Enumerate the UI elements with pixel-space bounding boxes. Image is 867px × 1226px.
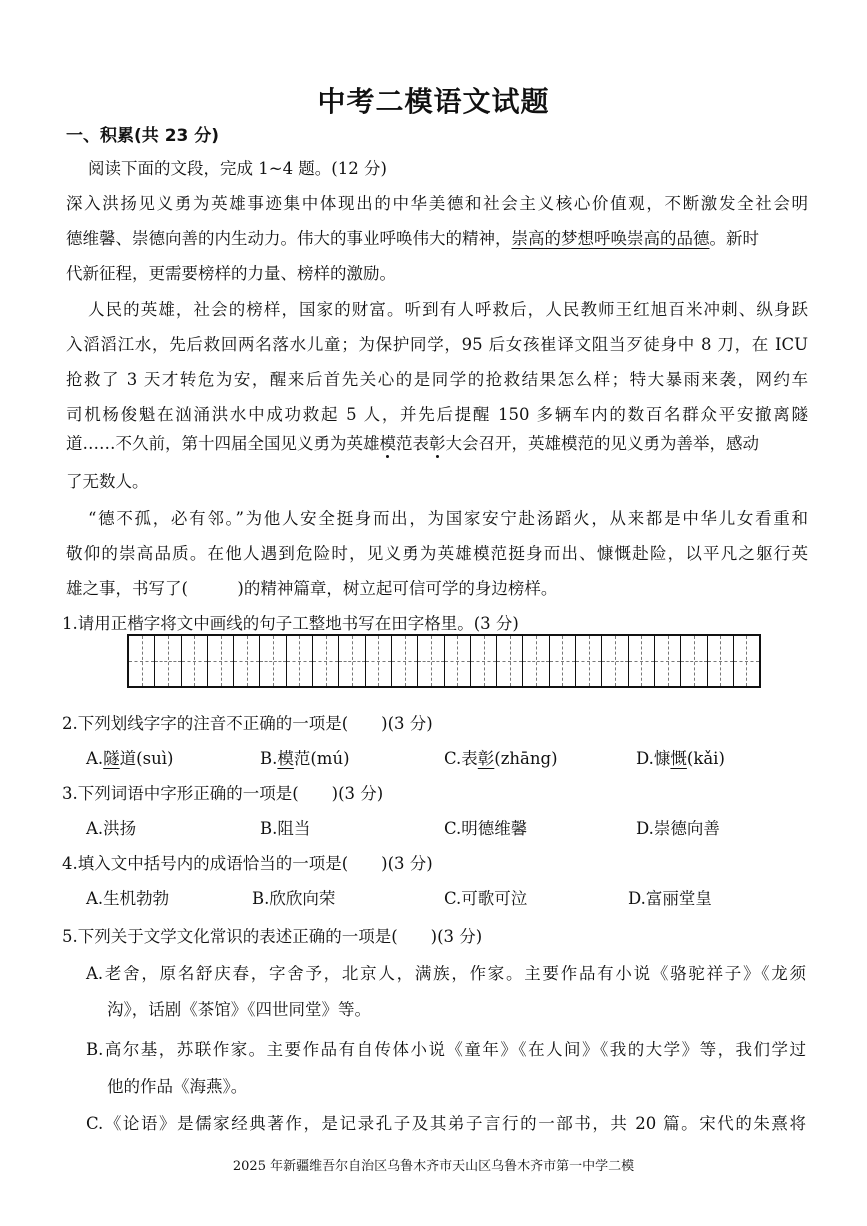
grid-cell[interactable] [182,636,208,686]
section-heading: 一、积累(共 23 分) [66,126,220,146]
q4-option-a[interactable]: A.生机勃勃 [86,889,170,908]
passage-p2-line4: 司机杨俊魁在汹涌洪水中成功救起 5 人，并先后提醒 150 多辆车内的数百名群众平安撤离隧 [66,405,808,424]
passage-p2-line3: 抢救了 3 天才转危为安，醒来后首先关心的是同学的抢救结果怎么样；特大暴雨来袭，网约车 [66,370,808,389]
grid-cell[interactable] [287,636,313,686]
reading-instruction: 阅读下面的文段，完成 1~4 题。(12 分) [88,159,387,178]
q2-option-c[interactable]: C.表彰(zhāng) [444,749,558,768]
grid-cell[interactable] [471,636,497,686]
passage-p3-line2: 敬仰的崇高品质。在他人遇到危险时，见义勇为英雄模范挺身而出、慷慨赴险，以平凡之躯行英 [66,544,808,563]
passage-p2-line6: 了无数人。 [66,472,149,491]
grid-cell[interactable] [523,636,549,686]
question-4: 4.填入文中括号内的成语恰当的一项是( )(3 分) [62,854,433,873]
q2-option-a[interactable]: A.隧道(suì) [86,749,174,768]
exam-title: 中考二模语文试题 [317,85,550,118]
grid-cell[interactable] [708,636,734,686]
q3-option-a[interactable]: A.洪扬 [86,819,137,838]
grid-cell[interactable] [260,636,286,686]
passage-p1-line2: 德维馨、崇德向善的内生动力。伟大的事业呼唤伟大的精神，崇高的梦想呼唤崇高的品德。新时 [66,229,759,248]
passage-p2-line1: 人民的英雄，社会的榜样，国家的财富。听到有人呼救后，人民教师王红旭百米冲刺、纵身跃 [88,300,808,319]
dotted-char: 彰 [429,434,446,453]
q3-option-b[interactable]: B.阻当 [260,819,311,838]
q5-option-b-line2: 他的作品《海燕》。 [107,1077,248,1096]
q5-option-a-line1[interactable]: A.老舍，原名舒庆春，字舍予，北京人，满族，作家。主要作品有小说《骆驼祥子》《龙须 [86,964,806,983]
grid-cell[interactable] [339,636,365,686]
grid-cell[interactable] [497,636,523,686]
passage-p3-line1: “德不孤，必有邻。”为他人安全挺身而出，为国家安宁赴汤蹈火，从来都是中华儿女看重和 [88,509,808,528]
grid-cell[interactable] [392,636,418,686]
passage-p2-line5: 道……不久前，第十四届全国见义勇为英雄模范表彰大会召开，英雄模范的见义勇为善举，感动 [66,434,759,453]
grid-cell[interactable] [681,636,707,686]
grid-cell[interactable] [629,636,655,686]
q5-option-a-line2: 沟》，话剧《茶馆》《四世同堂》等。 [107,1000,371,1019]
underlined-sentence: 崇高的梦想呼唤崇高的品德 [511,229,710,248]
grid-cell[interactable] [550,636,576,686]
grid-cell[interactable] [445,636,471,686]
q4-option-d[interactable]: D.富丽堂皇 [628,889,712,908]
question-1: 1.请用正楷字将文中画线的句子工整地书写在田字格里。(3 分) [62,614,519,633]
grid-cell[interactable] [208,636,234,686]
grid-cell[interactable] [313,636,339,686]
q5-option-c-line1[interactable]: C.《论语》是儒家经典著作，是记录孔子及其弟子言行的一部书，共 20 篇。宋代的朱熹将 [86,1114,806,1133]
grid-cell[interactable] [602,636,628,686]
q4-option-c[interactable]: C.可歌可泣 [444,889,528,908]
question-2: 2.下列划线字字的注音不正确的一项是( )(3 分) [62,714,433,733]
dotted-char: 模 [379,434,396,453]
page-footer: 2025 年新疆维吾尔自治区乌鲁木齐市天山区乌鲁木齐市第一中学二模 [232,1159,635,1174]
passage-p1-line3: 代新征程，更需要榜样的力量、榜样的激励。 [66,264,396,283]
q5-option-b-line1[interactable]: B.高尔基，苏联作家。主要作品有自传体小说《童年》《在人间》《我的大学》等，我们学过 [86,1040,806,1059]
grid-cell[interactable] [734,636,759,686]
grid-cell[interactable] [155,636,181,686]
grid-cell[interactable] [129,636,155,686]
grid-cell[interactable] [234,636,260,686]
grid-cell[interactable] [366,636,392,686]
grid-cell[interactable] [418,636,444,686]
passage-p2-line2: 入滔滔江水，先后救回两名落水儿童；为保护同学，95 后女孩崔译文阻当歹徒身中 8 刀，在 ICU [66,335,808,354]
grid-cell[interactable] [576,636,602,686]
tianzi-grid[interactable] [127,634,761,688]
grid-cell[interactable] [655,636,681,686]
q3-option-d[interactable]: D.崇德向善 [636,819,720,838]
q2-option-d[interactable]: D.慷慨(kǎi) [636,749,725,768]
question-3: 3.下列词语中字形正确的一项是( )(3 分) [62,784,384,803]
question-5: 5.下列关于文学文化常识的表述正确的一项是( )(3 分) [62,927,483,946]
q4-option-b[interactable]: B.欣欣向荣 [252,889,336,908]
passage-p3-line3: 雄之事，书写了( )的精神篇章，树立起可信可学的身边榜样。 [66,579,558,598]
passage-p1-line1: 深入洪扬见义勇为英雄事迹集中体现出的中华美德和社会主义核心价值观，不断激发全社会明 [66,194,808,213]
q2-option-b[interactable]: B.模范(mú) [260,749,350,768]
q3-option-c[interactable]: C.明德维馨 [444,819,528,838]
